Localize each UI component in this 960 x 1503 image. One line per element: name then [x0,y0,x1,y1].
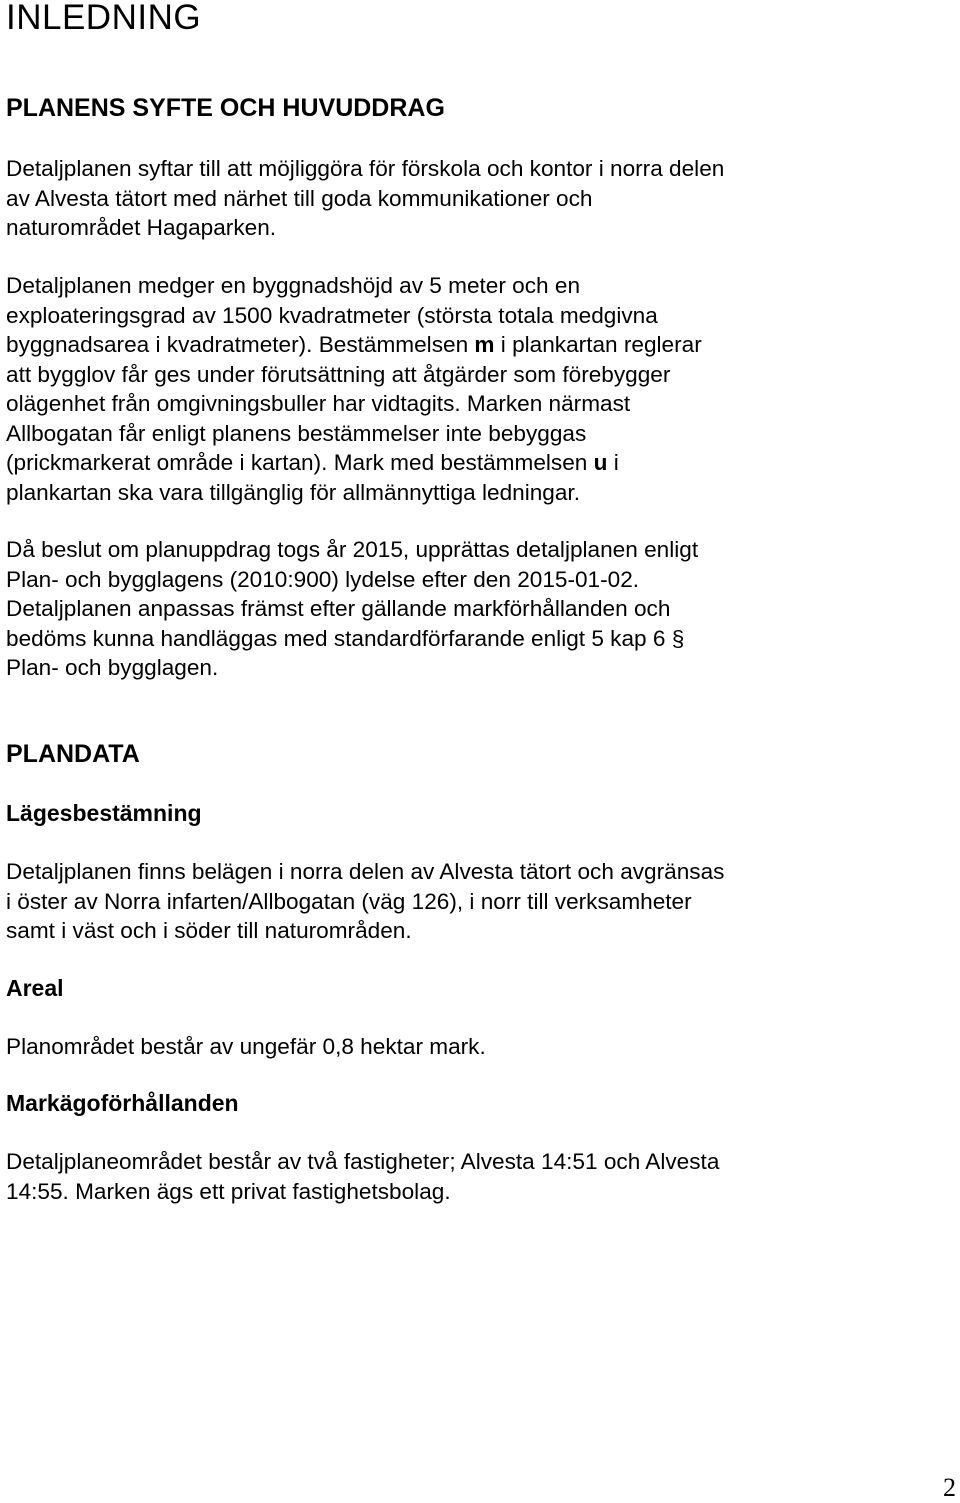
text-run: (prickmarkerat område i kartan). Mark med bestämmelsen [6,450,594,475]
text-line: Detaljplanen finns belägen i norra delen av Alvesta tätort och avgränsas [6,859,725,884]
text-line: exploateringsgrad av 1500 kvadratmeter (största totala medgivna [6,302,658,328]
text-line: olägenhet från omgivningsbuller har vidtagits. Marken närmast [6,391,631,416]
text-line: bedöms kunna handläggas med standardförfarande enligt 5 kap 6 § [6,625,685,651]
text-line: i öster av Norra infarten/Allbogatan (väg 126), i norr till verksamheter [6,888,692,914]
paragraph-location [6,857,946,946]
page-number: 2 [943,1473,956,1502]
text-line: Plan- och bygglagens (2010:900) lydelse efter den 2015-01-02. [6,566,640,592]
main-heading: INLEDNING [6,0,202,37]
subsection-title-area: Areal [6,975,64,1001]
text-line: Plan- och bygglagen. [6,655,219,680]
text-line: Planområdet består av ungefär 0,8 hektar mark. [6,1034,486,1059]
paragraph-ownership [6,1147,946,1206]
text-line: Allbogatan får enligt planens bestämmelser inte bebyggas [6,420,587,446]
text-line [6,330,946,360]
text-line: Detaljplaneområdet består av två fastigheter; Alvesta 14:51 och Alvesta [6,1149,720,1174]
regulation-code-m: m [474,332,495,357]
text-line: Detaljplanen medger en byggnadshöjd av 5 meter och en [6,273,581,298]
text-line: att bygglov får ges under förutsättning att åtgärder som förebygger [6,361,671,387]
section-title-plandata: PLANDATA [6,740,140,768]
text-run: byggnadsarea i kvadratmeter). Bestämmelsen [6,332,475,357]
paragraph-area [6,1032,946,1062]
text-line: plankartan ska vara tillgänglig för allmännyttiga ledningar. [6,479,580,505]
paragraph-procedure [6,535,946,683]
paragraph-regulations [6,271,946,507]
text-line: Detaljplanen syftar till att möjliggöra för förskola och kontor i norra delen [6,156,725,181]
text-run: i plankartan reglerar [494,332,702,357]
text-line [6,448,946,478]
text-line: av Alvesta tätort med närhet till goda kommunikationer och [6,185,593,211]
text-line: Detaljplanen anpassas främst efter gällande markförhållanden och [6,596,671,621]
section-title-purpose: PLANENS SYFTE OCH HUVUDDRAG [6,94,445,122]
paragraph-purpose [6,154,946,243]
text-line: samt i väst och i söder till naturområden. [6,918,412,943]
text-line: 14:55. Marken ägs ett privat fastighetsbolag. [6,1178,451,1204]
subsection-title-ownership: Markägoförhållanden [6,1090,239,1116]
regulation-code-u: u [593,450,608,475]
subsection-title-location: Lägesbestämning [6,800,202,826]
text-run: i [607,450,619,475]
text-line: naturområdet Hagaparken. [6,215,277,240]
text-line: Då beslut om planuppdrag togs år 2015, upprättas detaljplanen enligt [6,537,699,562]
